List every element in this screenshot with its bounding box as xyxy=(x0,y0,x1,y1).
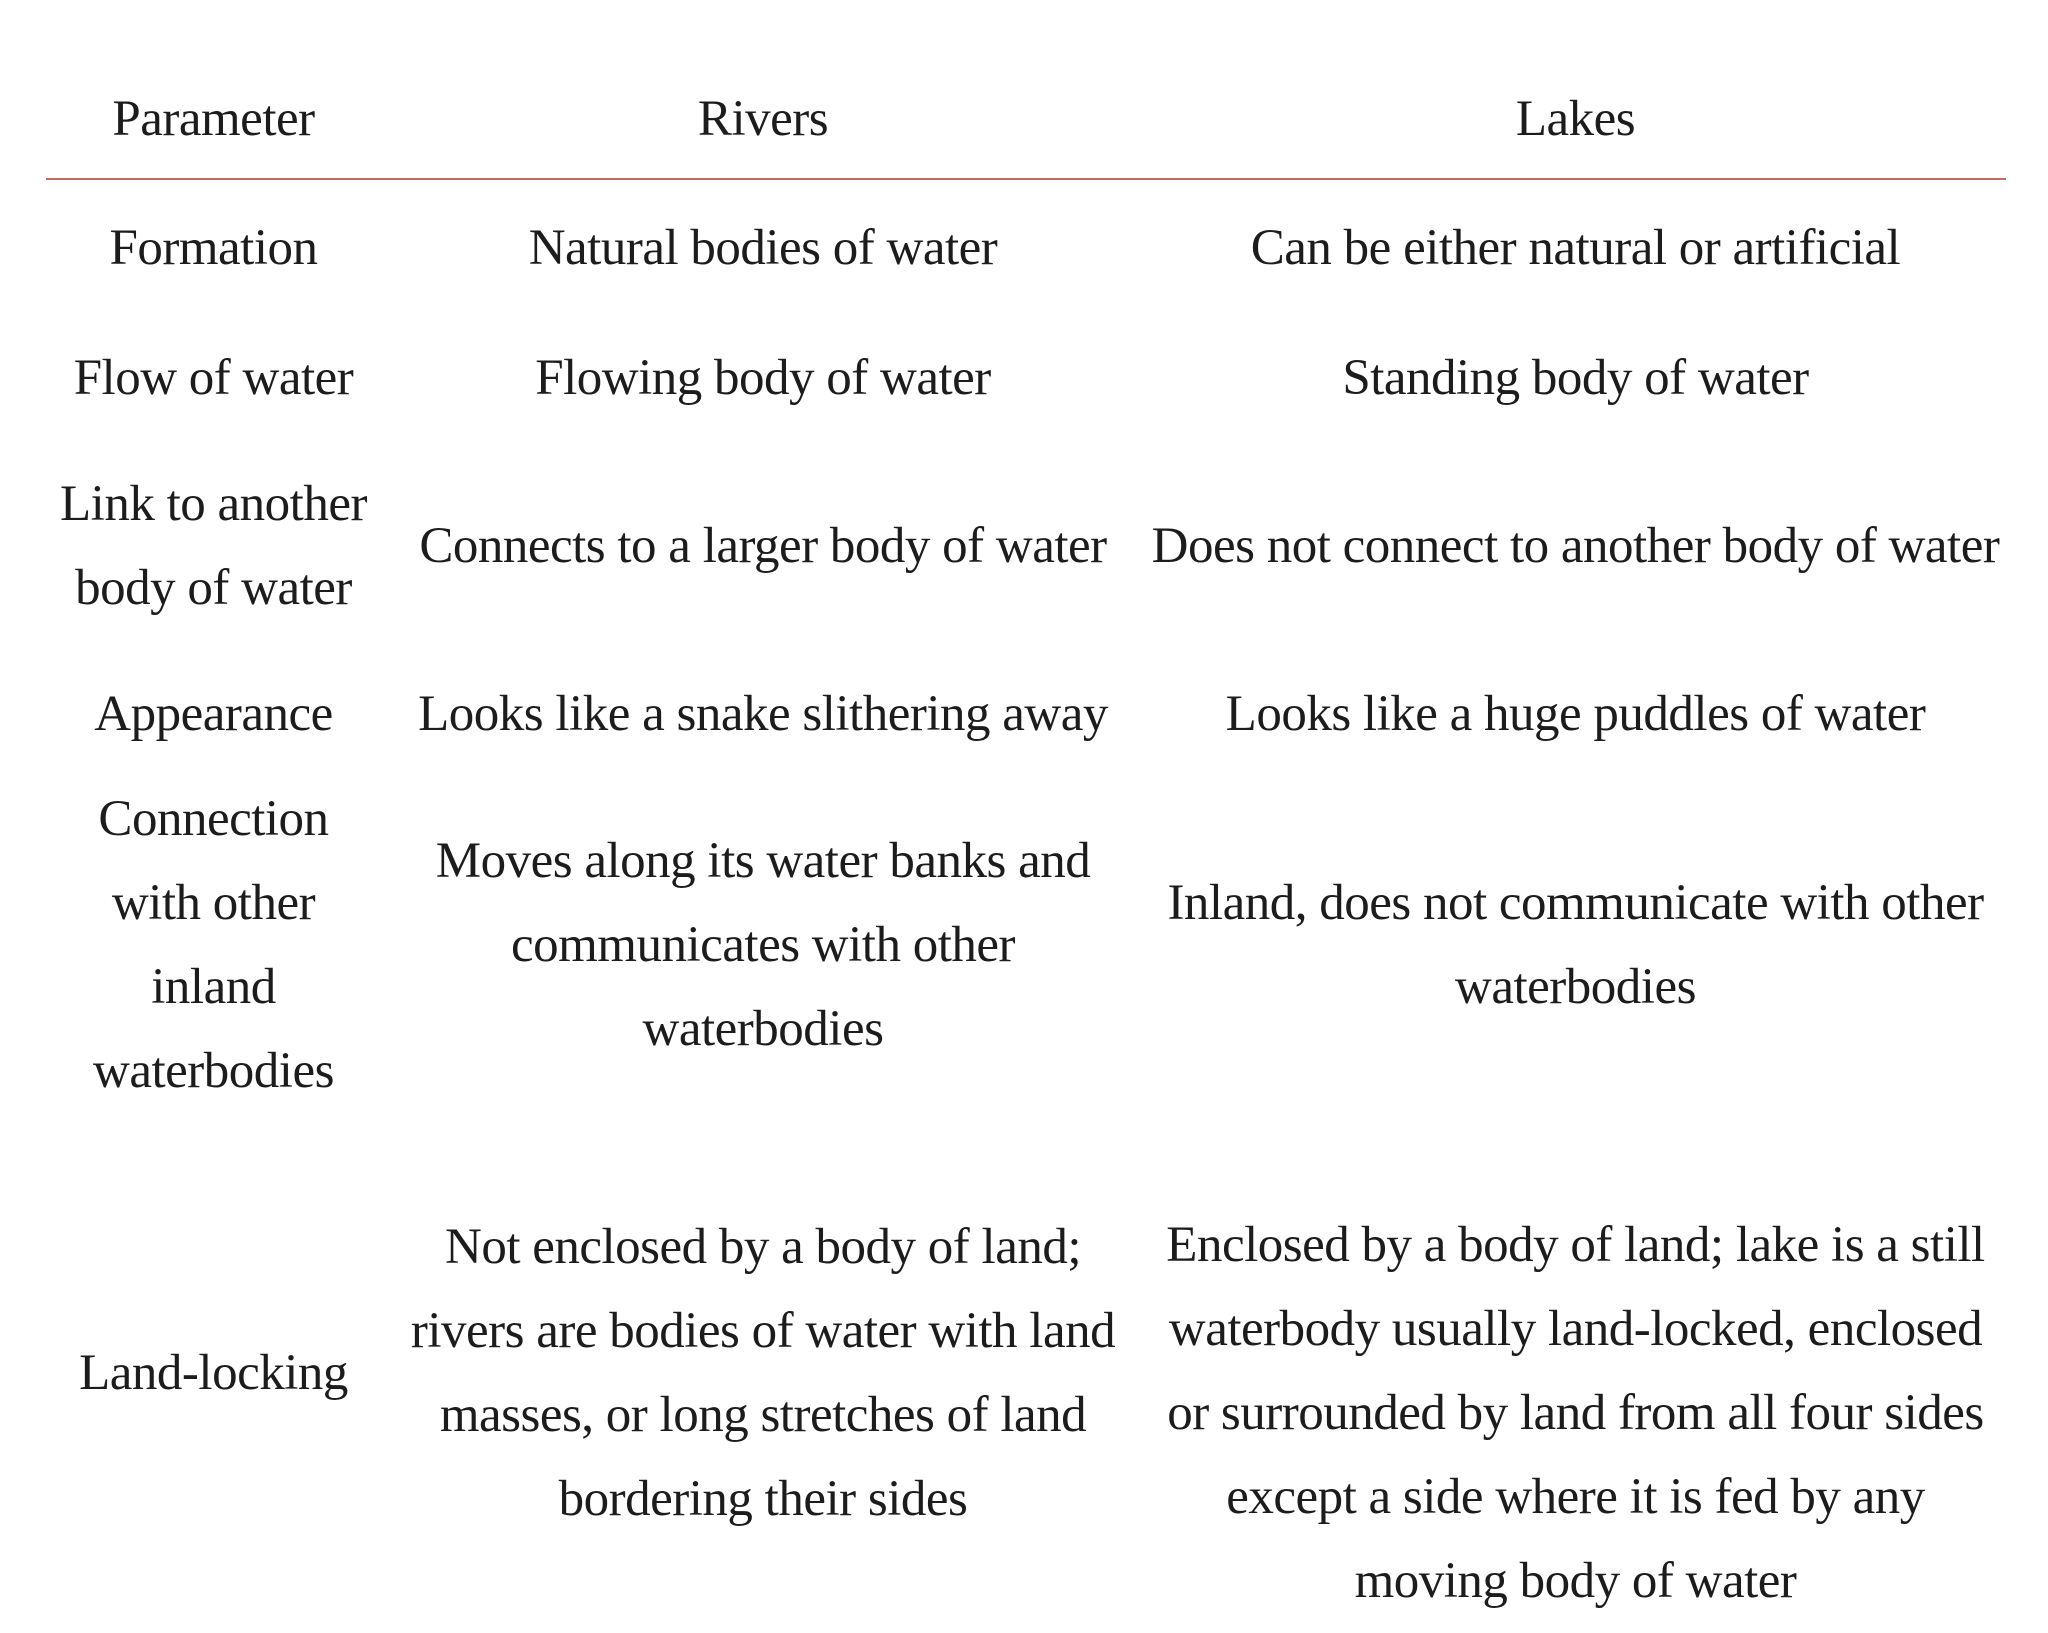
cell-parameter: Land-locking xyxy=(79,1345,348,1401)
cell-lakes: Can be either natural or artificial xyxy=(1250,219,1901,276)
cell-parameter: Link to another body of water xyxy=(60,476,367,616)
header-rivers: Rivers xyxy=(381,60,1145,179)
table-row xyxy=(46,651,2006,777)
table-row xyxy=(46,441,2006,651)
header-parameter: Parameter xyxy=(46,60,381,179)
cell-rivers: Connects to a larger body of water xyxy=(419,518,1107,574)
cell-parameter: Connection with other inland waterbodies xyxy=(93,791,334,1099)
cell-parameter: Flow of water xyxy=(73,350,354,406)
table-row xyxy=(46,315,2006,441)
cell-rivers: Flowing body of water xyxy=(535,350,991,406)
cell-lakes: Standing body of water xyxy=(1342,350,1809,406)
cell-rivers: Moves along its water banks and communicates with other waterbodies xyxy=(435,833,1091,1057)
cell-rivers: Natural bodies of water xyxy=(528,219,998,276)
cell-lakes: Inland, does not communicate with other waterbodies xyxy=(1167,875,1984,1015)
cell-lakes: Enclosed by a body of land; lake is a still waterbody usually land-locked, enclosed or surrounded by land from all four sides except a side where it is fed by any moving body of water xyxy=(1166,1217,1985,1609)
table-header-row xyxy=(46,60,2006,179)
cell-rivers: Looks like a snake slithering away xyxy=(418,686,1108,742)
header-lakes: Lakes xyxy=(1145,60,2006,179)
cell-lakes: Looks like a huge puddles of water xyxy=(1225,686,1926,742)
table-row xyxy=(46,179,2006,315)
rivers-vs-lakes-table xyxy=(46,60,2006,1633)
cell-rivers: Not enclosed by a body of land; rivers are bodies of water with land masses, or long stretches of land bordering their sides xyxy=(410,1219,1116,1527)
cell-lakes: Does not connect to another body of water xyxy=(1151,518,2000,574)
comparison-table-container xyxy=(46,60,2006,1609)
table-row xyxy=(46,1113,2006,1633)
cell-parameter: Formation xyxy=(109,219,318,276)
cell-parameter: Appearance xyxy=(94,686,333,742)
table-row xyxy=(46,777,2006,1113)
